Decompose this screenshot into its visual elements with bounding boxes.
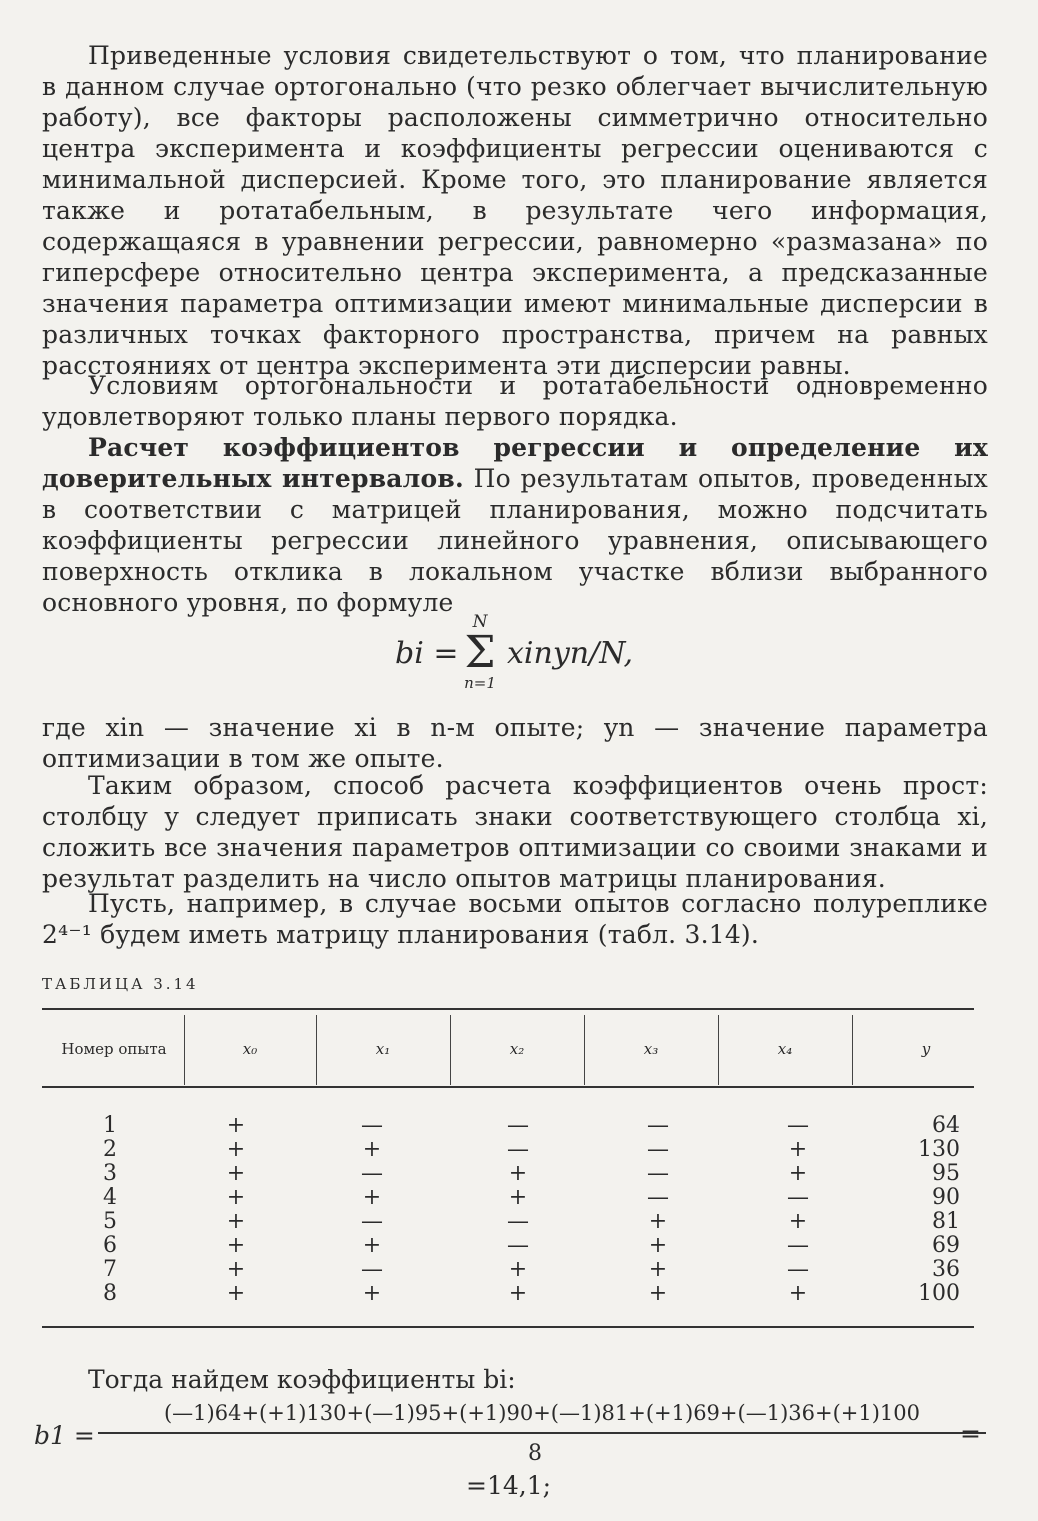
table-cell: + [788,1209,808,1234]
calc-numerator: (—1)64+(+1)130+(—1)95+(+1)90+(—1)81+(+1)69+(—1)36+(+1)100 [163,1401,921,1425]
table-cell: + [226,1185,246,1210]
table-cell: — [787,1257,809,1282]
fraction-line [98,1432,986,1434]
table-cell: 3 [103,1161,117,1186]
header-x0: x₀ [242,1040,258,1058]
table-cell: 130 [918,1137,960,1162]
table-cell: 4 [103,1185,117,1210]
table-cell: 95 [932,1161,960,1186]
table-bottom-rule [42,1326,974,1328]
table-cell: — [787,1233,809,1258]
table-cell: 1 [103,1113,117,1138]
table-cell: — [507,1209,529,1234]
table-caption: ТАБЛИЦА 3.14 [42,975,199,993]
header-x2: x₂ [509,1040,525,1058]
paragraph-5: Таким образом, способ расчета коэффициентов очень прост: столбцу y следует приписать знаки соответствующего столбца xi, сложить все значения параметров оптимизации со своими знаками и результат разделить на число опытов матрицы планирования. [42,771,988,893]
table-cell: + [788,1161,808,1186]
table-cell: + [226,1113,246,1138]
table-cell: + [362,1233,382,1258]
regression-formula [395,612,695,692]
table-cell: 81 [932,1209,960,1234]
table-cell: — [361,1161,383,1186]
table-cell: — [647,1113,669,1138]
column-x2 [498,1114,538,1306]
table-cell: + [226,1137,246,1162]
sum-symbol: Σ [464,627,496,678]
table-cell: + [226,1161,246,1186]
column-x4 [778,1114,818,1306]
table-cell: — [507,1137,529,1162]
table-cell: + [226,1209,246,1234]
table-header-rule [42,1086,974,1088]
table-cell: + [648,1233,668,1258]
table-cell: 69 [932,1233,960,1258]
table-cell: + [362,1281,382,1306]
table-cell: — [647,1185,669,1210]
paragraph-3 [42,432,988,618]
formula-rhs: xinyn/N, [507,636,634,671]
table-cell: 64 [932,1113,960,1138]
table-cell: — [507,1233,529,1258]
column-x0 [216,1114,256,1306]
calc-result: =14,1; [466,1471,552,1500]
table-cell: + [648,1281,668,1306]
paragraph-6: Пусть, например, в случае восьми опытов согласно полуреплике 2⁴⁻¹ будем иметь матрицу планирования (табл. 3.14). [42,889,988,949]
calc-equals: = [960,1419,981,1448]
table-cell: + [362,1185,382,1210]
table-cell: 5 [103,1209,117,1234]
table-cell: 90 [932,1185,960,1210]
table-cell: — [787,1185,809,1210]
paragraph-4: где xin — значение xi в n-м опыте; yn — значение параметра оптимизации в том же опыте. [42,713,988,773]
table-cell: 6 [103,1233,117,1258]
table-cell: + [508,1281,528,1306]
column-x3 [638,1114,678,1306]
table-top-rule [42,1008,974,1010]
table-cell: — [647,1161,669,1186]
paragraph-3-text: По результатам опытов, проведенных в соответствии с матрицей планирования, можно подсчитать коэффициенты регрессии линейного уравнения, описывающего поверхность отклика в локальном участке вблизи выбранного основного уровня, по формуле [42,464,988,617]
table-cell: + [508,1161,528,1186]
paragraph-7: Тогда найдем коэффициенты bi: [88,1365,516,1394]
table-cell: — [647,1137,669,1162]
paragraph-1: Приведенные условия свидетельствуют о том, что планирование в данном случае ортогонально (что резко облегчает вычислительную работу), все факторы расположены симметрично относительно центра эксперимента и коэффициенты регрессии оцениваются с минимальной дисперсией. Кроме того, это планирование является также и ротатабельным, в результате чего информация, содержащаяся в уравнении регрессии, равномерно «размазана» по гиперсфере относительно центра эксперимента, а предсказанные значения параметра оптимизации имеют минимальные дисперсии в различных точках факторного пространства, причем на равных расстояниях от центра эксперимента эти дисперсии равны. [42,41,988,380]
sum-lower-limit: n=1 [464,674,496,692]
table-cell: + [226,1233,246,1258]
calc-lhs: b1 = [34,1421,95,1450]
paragraph-2: Условиям ортогональности и ротатабельности одновременно удовлетворяют только планы первого порядка. [42,371,988,431]
table-cell: + [508,1185,528,1210]
column-run-number [90,1114,130,1306]
table-cell: + [508,1257,528,1282]
table-cell: + [788,1137,808,1162]
section-heading: Расчет коэффициентов регрессии и определение их доверительных интервалов. [42,433,988,493]
table-cell: — [361,1257,383,1282]
summation-sign [458,612,502,692]
table-cell: — [507,1113,529,1138]
header-run-number: Номер опыта [61,1040,167,1058]
sum-upper-limit: N [472,612,488,632]
header-x4: x₄ [777,1040,793,1058]
table-cell: + [788,1281,808,1306]
table-cell: + [226,1281,246,1306]
header-x1: x₁ [375,1040,391,1058]
table-cell: — [361,1209,383,1234]
table-cell: + [648,1257,668,1282]
table-cell: 36 [932,1257,960,1282]
table-cell: + [648,1209,668,1234]
header-x3: x₃ [643,1040,659,1058]
column-x1 [352,1114,392,1306]
formula-lhs: bi = [395,636,459,671]
table-cell: — [787,1113,809,1138]
table-cell: 7 [103,1257,117,1282]
header-y: y [921,1040,931,1058]
column-y [900,1114,960,1306]
table-cell: 2 [103,1137,117,1162]
table-cell: 100 [918,1281,960,1306]
table-cell: + [362,1137,382,1162]
table-cell: + [226,1257,246,1282]
table-cell: — [361,1113,383,1138]
calc-denominator: 8 [528,1441,542,1466]
table-cell: 8 [103,1281,117,1306]
